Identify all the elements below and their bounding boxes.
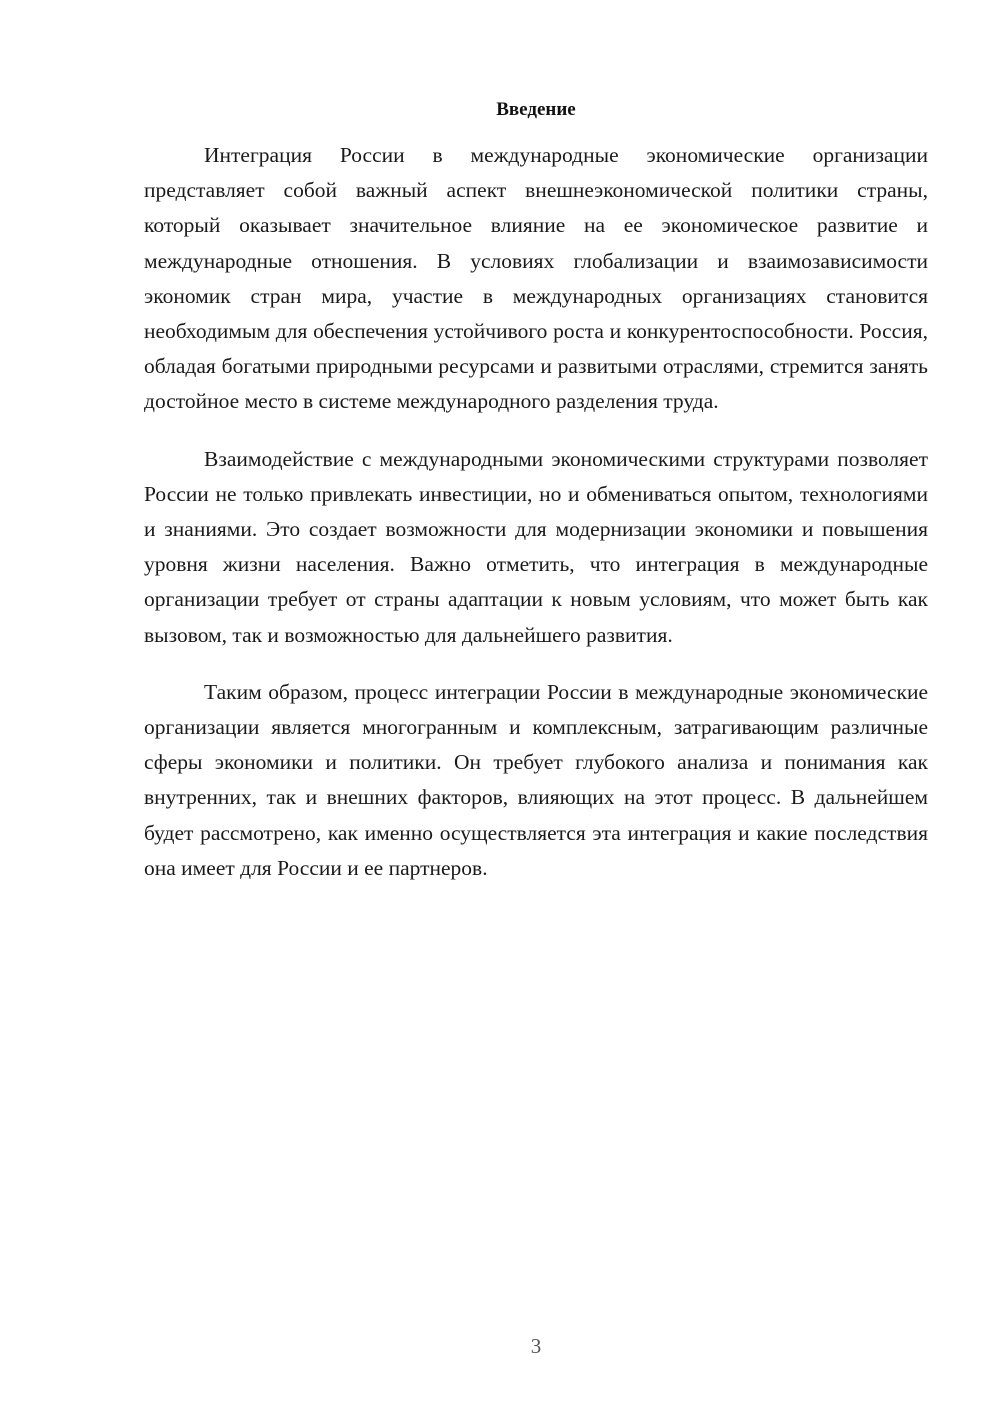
page-number: 3 <box>530 1334 542 1358</box>
section-heading: Введение <box>496 99 576 120</box>
page-content <box>144 92 928 908</box>
paragraph-3: Таким образом, процесс интеграции России в международные экономические организации является многогранным и комплексным, затрагивающим различные сферы экономики и политики. Он требует глубокого анализа и понимания как внутренних, так и внешних факторов, влияющих на этот процесс. В дальнейшем будет рассмотрено, как именно осуществляется эта интеграция и какие последствия она имеет для России и ее партнеров. <box>144 679 928 880</box>
paragraph-2: Взаимодействие с международными экономическими структурами позволяет России не только привлекать инвестиции, но и обмениваться опытом, технологиями и знаниями. Это создает возможности для модернизации экономики и повышения уровня жизни населения. Важно отметить, что интеграция в международные организации требует от страны адаптации к новым условиям, что может быть как вызовом, так и возможностью для дальнейшего развития. <box>144 446 928 647</box>
paragraph-1: Интеграция России в международные экономические организации представляет собой важный аспект внешнеэкономической политики страны, который оказывает значительное влияние на ее экономическое развитие и международные отношения. В условиях глобализации и взаимозависимости экономик стран мира, участие в международных организациях становится необходимым для обеспечения устойчивого роста и конкурентоспособности. Россия, обладая богатыми природными ресурсами и развитыми отраслями, стремится занять достойное место в системе международного разделения труда. <box>144 143 928 414</box>
